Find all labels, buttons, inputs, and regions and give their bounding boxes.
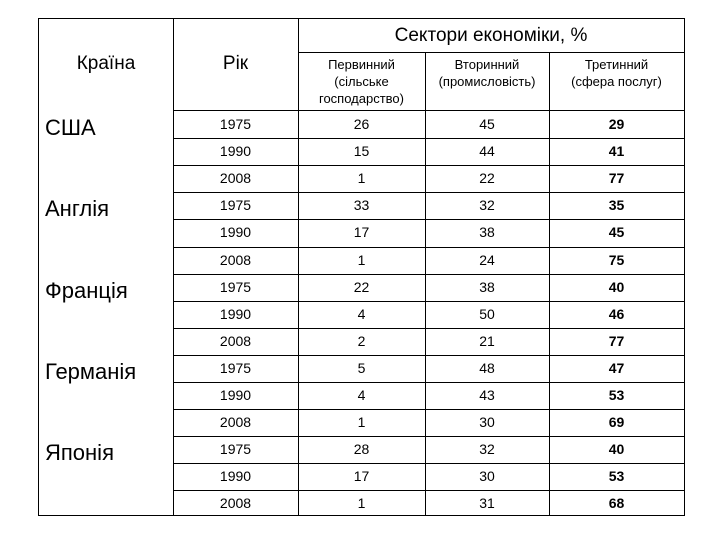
row-divider [173,463,684,464]
table-cell-tertiary: 77 [608,170,625,187]
table-cell-tertiary: 68 [608,495,625,512]
row-divider [173,328,684,329]
table-cell-secondary: 43 [479,387,495,403]
row-divider [173,192,684,193]
table-cell-year: 1975 [219,278,252,295]
row-divider [173,355,684,356]
header-secondary-sector: Вторинний (промисловість) [438,57,536,89]
table-cell-tertiary: 40 [608,441,625,458]
table-cell-tertiary: 75 [608,251,625,268]
table-cell-year: 1990 [219,305,252,322]
sectors-group-header: Сектори економіки, % [394,25,588,46]
row-divider [173,219,684,220]
table-cell-primary: 1 [357,170,366,187]
country-name: Германія [45,358,137,384]
row-divider [173,274,684,275]
header-primary-sector: Первинний (сільське господарство) [319,57,404,106]
table-cell-secondary: 32 [479,197,495,214]
row-divider [173,409,684,410]
economy-sectors-table [38,18,685,516]
table-cell-year: 1975 [219,359,252,376]
table-cell-secondary: 22 [479,170,495,187]
country-name: Франція [45,277,128,303]
table-cell-tertiary: 40 [608,278,625,295]
row-divider [173,436,684,437]
table-cell-year: 1975 [219,441,252,458]
table-cell-secondary: 30 [479,468,495,485]
country-name: Англія [45,196,110,222]
row-divider [173,301,684,302]
row-divider [173,247,684,248]
table-cell-primary: 22 [353,278,370,295]
table-cell-year: 2008 [219,495,252,512]
table-cell-tertiary: 29 [608,116,625,132]
table-cell-tertiary: 53 [608,468,625,485]
table-cell-secondary: 31 [479,495,495,512]
table-cell-primary: 15 [353,143,370,160]
table-cell-year: 2008 [219,251,252,268]
table-cell-tertiary: 69 [608,414,625,431]
table-cell-tertiary: 45 [608,224,625,241]
table-cell-tertiary: 47 [608,359,625,376]
table-cell-secondary: 21 [479,332,495,349]
country-name: Японія [45,440,114,466]
country-name: США [45,115,96,140]
table-cell-secondary: 48 [479,359,495,376]
table-cell-primary: 1 [357,251,366,268]
row-divider [173,138,684,139]
table-cell-primary: 33 [353,197,370,214]
table-cell-primary: 28 [353,441,370,458]
table-cell-tertiary: 53 [608,387,625,403]
row-divider [173,165,684,166]
table-cell-year: 1990 [219,143,252,160]
table-cell-primary: 26 [353,116,370,132]
table-cell-primary: 17 [353,224,370,241]
table-cell-secondary: 30 [479,414,495,431]
table-cell-tertiary: 77 [608,332,625,349]
table-cell-secondary: 44 [479,143,495,160]
table-cell-year: 2008 [219,170,252,187]
table-cell-tertiary: 41 [608,143,625,160]
table-cell-primary: 1 [357,414,366,431]
table-cell-secondary: 38 [479,224,495,241]
table-cell-tertiary: 35 [608,197,625,214]
table-cell-primary: 4 [357,387,366,403]
table-cell-primary: 4 [357,305,366,322]
table-cell-year: 1990 [219,387,252,403]
table-cell-secondary: 32 [479,441,495,458]
table-cell-year: 2008 [219,414,252,431]
table-cell-tertiary: 46 [608,305,625,322]
table-cell-year: 2008 [219,332,252,349]
table-cell-year: 1990 [219,468,252,485]
header-tertiary-sector: Третинний (сфера послуг) [571,57,662,89]
table-cell-primary: 2 [357,332,366,349]
header-year: Рік [222,53,249,74]
table-cell-secondary: 45 [479,116,495,132]
table-cell-secondary: 24 [479,251,495,268]
table-cell-year: 1990 [219,224,252,241]
table-cell-year: 1975 [219,116,252,132]
table-cell-year: 1975 [219,197,252,214]
table-cell-primary: 17 [353,468,370,485]
table-cell-secondary: 38 [479,278,495,295]
table-cell-primary: 5 [357,359,366,376]
header-country: Країна [76,53,136,74]
table-cell-primary: 1 [357,495,366,512]
row-divider [173,382,684,383]
table-cell-secondary: 50 [479,305,495,322]
header-bottom-divider [173,110,684,111]
header-group-divider [298,52,684,53]
row-divider [173,490,684,491]
